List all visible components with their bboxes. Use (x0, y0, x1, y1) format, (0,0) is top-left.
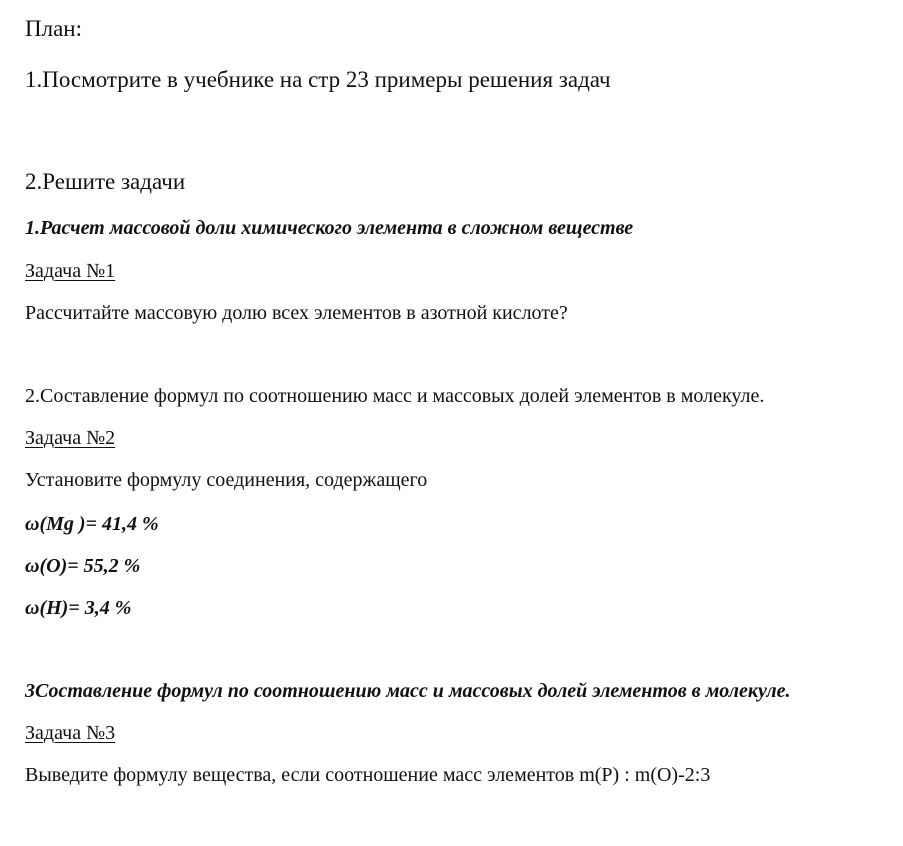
step-2-text: 2.Решите задачи (25, 169, 186, 194)
plan-heading: План: (25, 16, 82, 41)
task-2-label: Задача №2 (25, 427, 116, 449)
section-1-heading: 1.Расчет массовой доли химического элемента в сложном веществе (25, 217, 634, 239)
step-1-text: 1.Посмотрите в учебнике на стр 23 примеры решения задач (25, 67, 611, 92)
mass-fraction-mg: ω(Mg )= 41,4 % (25, 513, 159, 535)
mass-fraction-h: ω(H)= 3,4 % (25, 597, 132, 619)
section-3-heading: 3Составление формул по соотношению масс и массовых долей элементов в молекуле. (25, 680, 791, 702)
task-3-text: Выведите формулу вещества, если соотношение масс элементов m(P) : m(O)-2:3 (25, 764, 711, 786)
mass-fraction-o: ω(O)= 55,2 % (25, 555, 141, 577)
section-2-heading: 2.Составление формул по соотношению масс и массовых долей элементов в молекуле. (25, 385, 765, 407)
task-1-text: Рассчитайте массовую долю всех элементов в азотной кислоте? (25, 302, 568, 324)
task-2-text: Установите формулу соединения, содержащего (25, 469, 428, 491)
task-1-label: Задача №1 (25, 260, 116, 282)
task-3-label: Задача №3 (25, 722, 116, 744)
